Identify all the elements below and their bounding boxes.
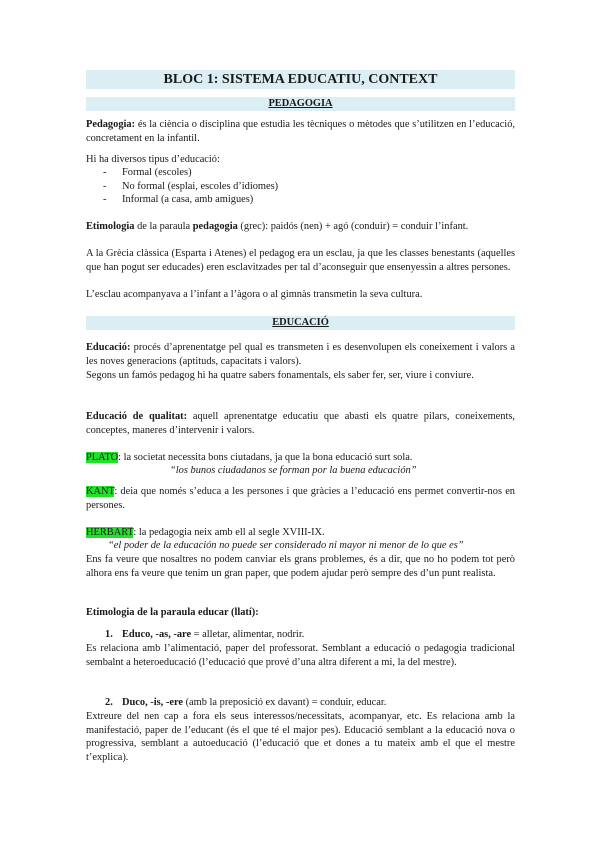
etymology-title-b: (llatí): [228,607,259,618]
greece-paragraph: A la Grècia clàssica (Esparta i Atenes) el pedagog era un esclau, ja que les classes benestants (aquelles que han pogut ser educades) eren esclavitzades per tal d’aconseguir que ensenyessin a altres persones. [86,248,515,273]
kant-paragraph [86,485,515,512]
quality-term: Educació de qualitat: [86,411,188,422]
list-bullet: - [103,194,107,205]
plato-name: PLATO [86,452,119,463]
etymology-title-a: Etimologia de la paraula [86,607,198,618]
herbart-paragraph [86,526,515,540]
plato-paragraph [86,451,515,465]
kant-name: KANT [86,486,115,497]
section-heading-pedagogia: PEDAGOGIA [86,97,515,111]
herbart-explanation: Ens fa veure que nosaltres no podem canviar els grans problemes, és a dir, que no ho podem tot però alhora ens fa veure que tenim un gran paper, que podem ajudar però sempre des d’un punt realista. [86,554,515,579]
item2-bold: Duco, -is, -ere [122,697,183,708]
etymology-text: (grec): paidós (nen) + agó (conduir) = conduir l’infant. [237,221,469,232]
item1-bold: Educo, -as, -are [122,629,192,640]
herbart-text: : la pedagogia neix amb ell al segle XVIII-IX. [133,527,325,538]
pedagogia-term: Pedagogia: [86,119,136,130]
list-bullet: - [103,181,107,192]
educacio-definition [86,341,515,368]
list-number: 2. [105,697,113,708]
list-item: Informal (a casa, amb amigues) [122,194,254,205]
pedagogia-definition [86,118,515,145]
educar-etymology-title [86,606,515,620]
pedagogia-etymology [86,220,515,234]
etymology-item-1 [122,628,515,642]
kant-text: : deia que només s’educa a les persones i que gràcies a l’educació ens permet convertir-nos en persones. [86,486,515,511]
item2-paragraph: Extreure del nen cap a fora els seus interessos/necessitats, acompanyar, etc. Es relaciona amb la manifestació, paper de l’educant (és el que té el major pes). Educació semblant a la educació nova o progressiva, semblant a autoeducació (l’educació que et dones a tu mateix amb el que el mestre t’explica). [86,711,515,763]
plato-quote: “los bunos ciudadanos se forman por la buena educación” [170,465,417,476]
pedagogia-def-text: és la ciència o disciplina que estudia les tècniques o mètodes que s’utilitzen en l’educació, concretament en la infantil. [86,119,515,144]
plato-text: : la societat necessita bons ciutadans, ja que la bona educació surt sola. [118,452,413,463]
page-title: BLOC 1: SISTEMA EDUCATIU, CONTEXT [86,70,515,89]
item1-text: = alletar, alimentar, nodrir. [191,629,305,640]
section-heading-educacio: EDUCACIÓ [86,316,515,330]
list-item: No formal (esplai, escoles d’idiomes) [122,181,279,192]
saber-paragraph: Segons un famós pedagog hi ha quatre sabers fonamentals, els saber fer, ser, viure i conviure. [86,370,474,381]
educacio-term: Educació: [86,342,131,353]
etymology-title-word: educar [198,607,229,618]
quality-text: aquell aprenentatge educatiu que abasti els quatre pilars, coneixements, conceptes, maneres d’intervenir i valors. [86,411,516,436]
etymology-label: Etimologia [86,221,135,232]
quality-paragraph [86,410,515,437]
list-number: 1. [105,629,113,640]
etymology-item-2 [122,696,515,710]
slave-paragraph: L’esclau acompanyava a l’infant a l’àgora o al gimnàs transmetin la seva cultura. [86,289,423,300]
list-item: Formal (escoles) [122,167,192,178]
item1-paragraph: Es relaciona amb l’alimentació, paper del professorat. Semblant a educació o pedagogia tradicional sembalnt a heteroeducació (l’educació que prové d’una altra diferent a mi, la del mestre). [86,643,515,668]
herbart-quote: “el poder de la educación no puede ser considerado ni mayor ni menor de lo que es” [108,540,464,551]
types-intro: Hi ha diversos tipus d’educació: [86,154,220,165]
herbart-name: HERBART [86,527,134,538]
etymology-mid: de la paraula [134,221,193,232]
educacio-def-text: procés d’aprenentatge pel qual es transmeten i es desenvolupen els coneixement i valors a les noves generacions (aptituds, capacitats i valors). [86,342,515,367]
list-bullet: - [103,167,107,178]
etymology-word: pedagogia [192,221,238,232]
item2-text: (amb la preposició ex davant) = conduir, educar. [182,697,387,708]
